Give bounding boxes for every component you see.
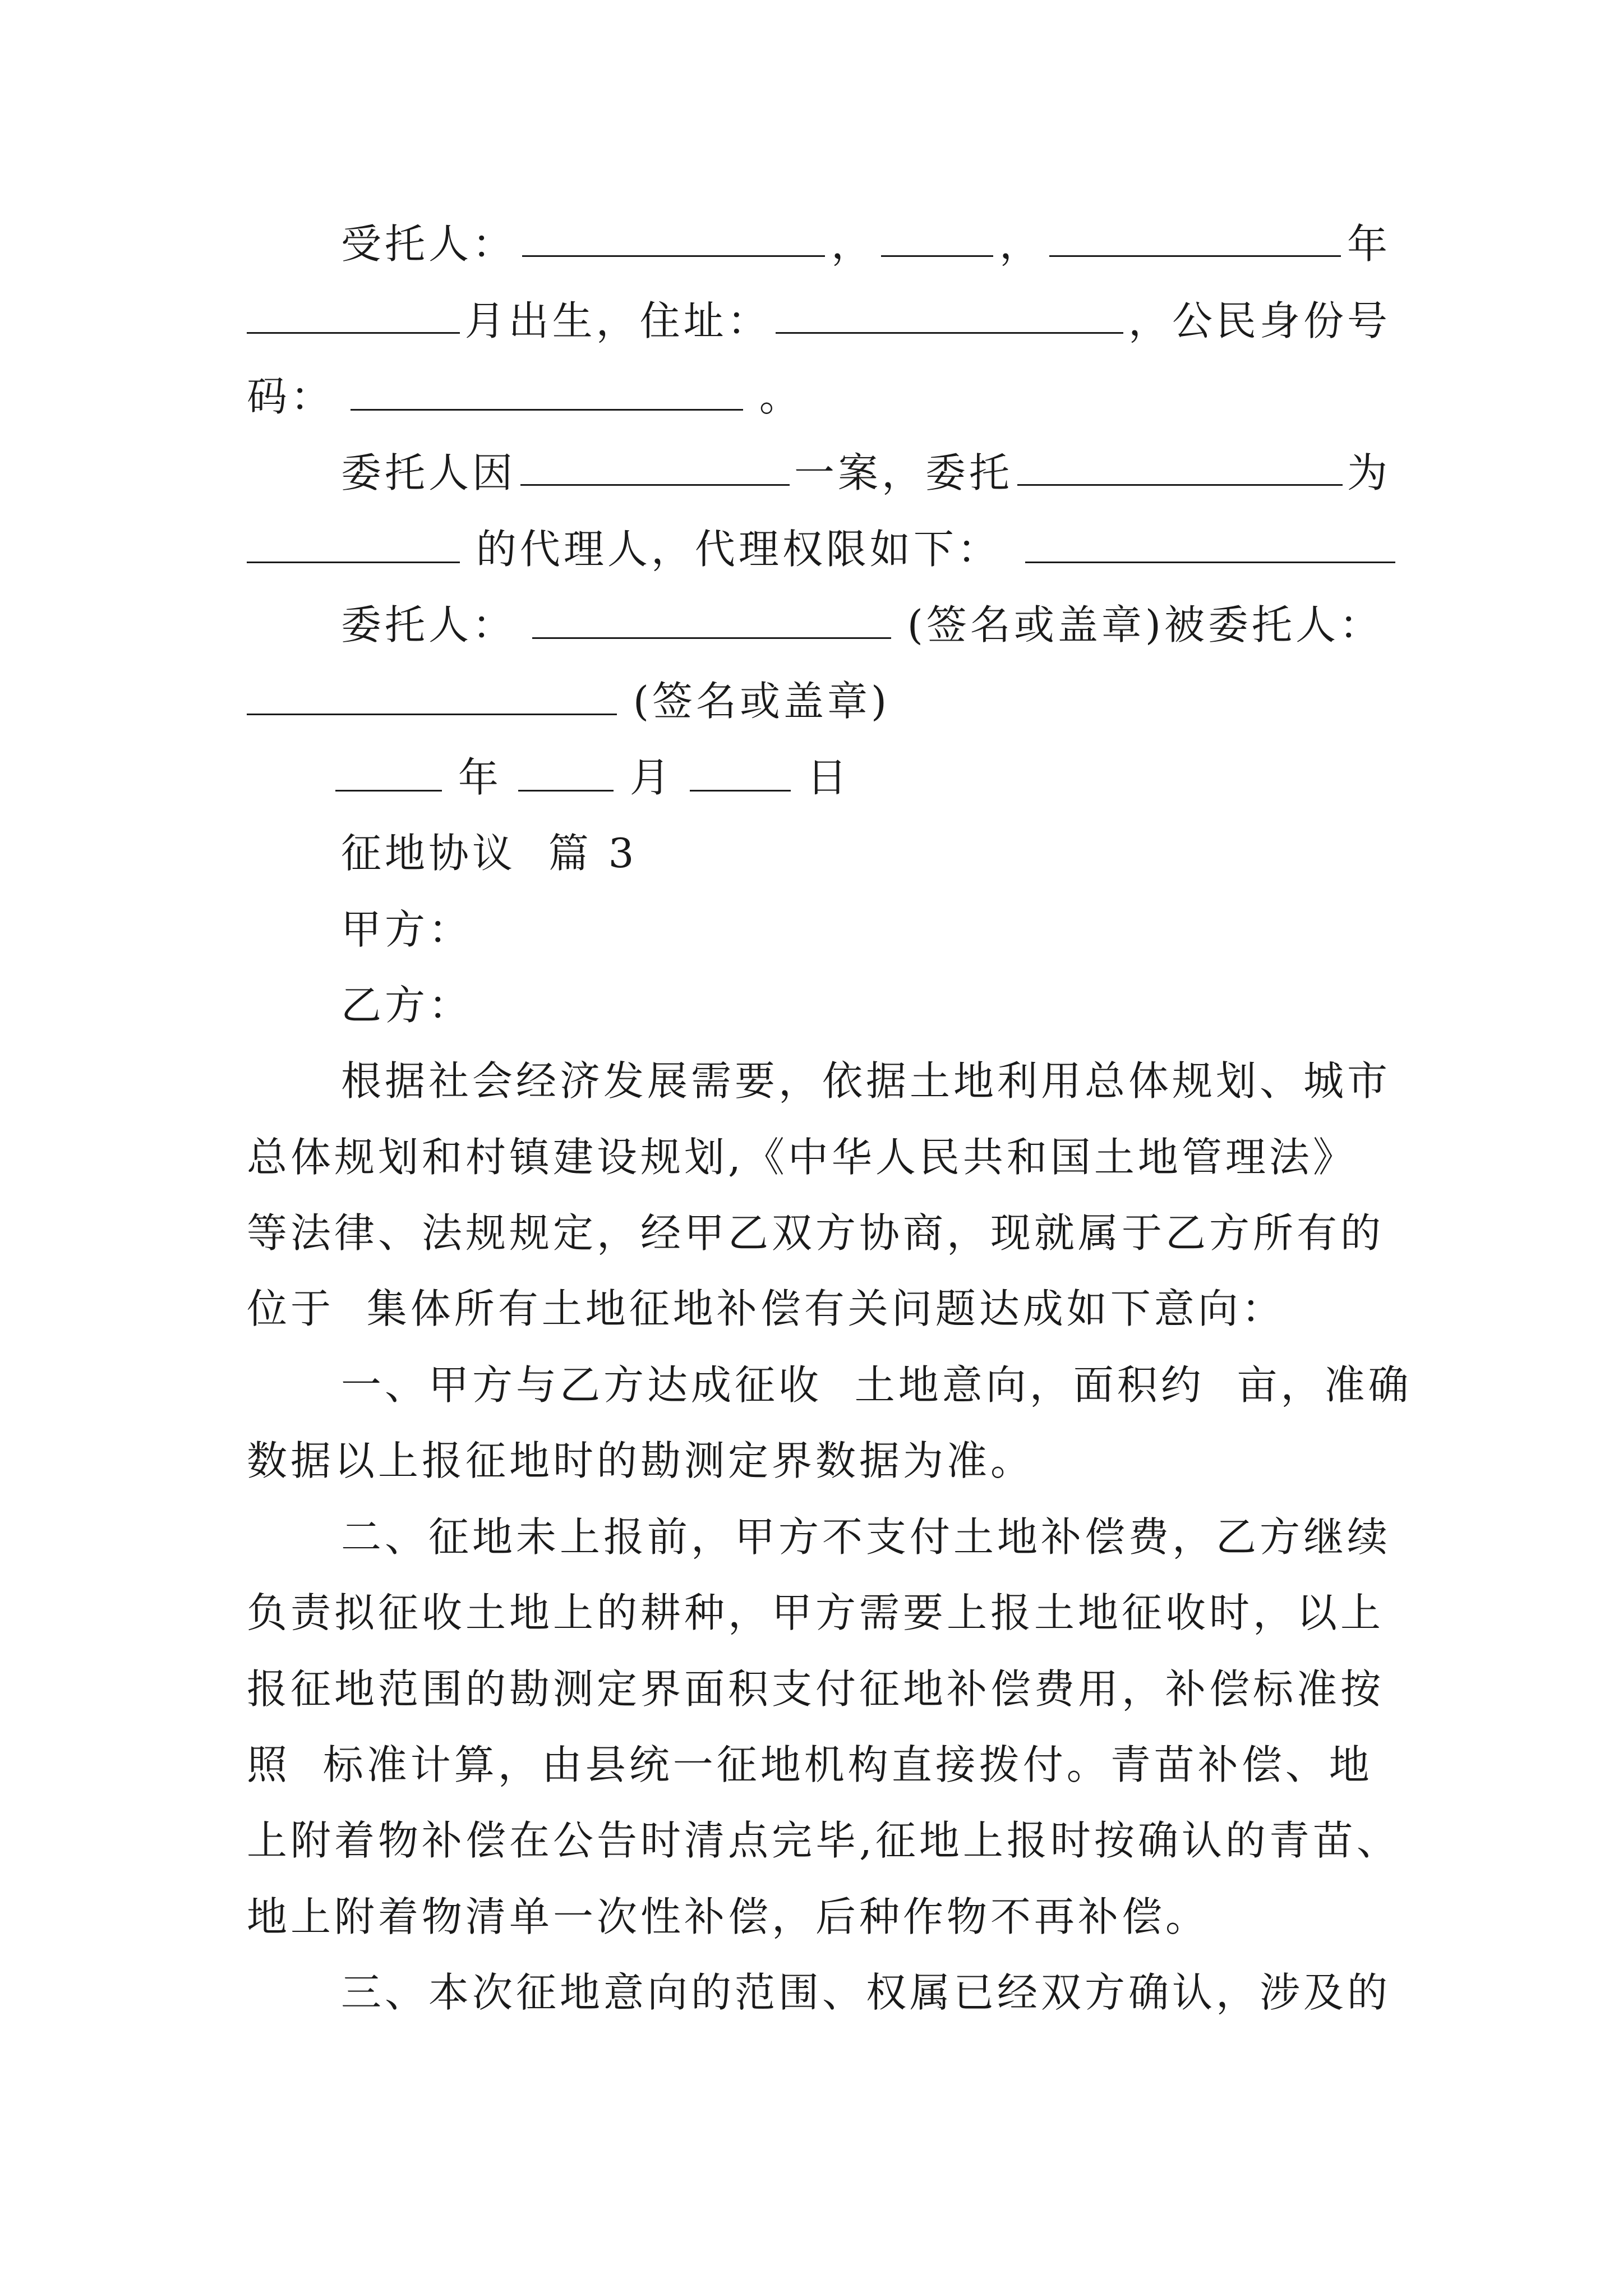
trustee-label: 受托人： — [341, 220, 517, 268]
year-char: 年 — [1347, 220, 1391, 268]
birth-year-blank — [1049, 216, 1341, 257]
day-blank — [690, 751, 791, 792]
date-day: 日 — [806, 754, 851, 801]
clause2-line: 负责拟征收土地上的耕种，甲方需要上报土地征收时，以上 — [247, 1589, 1385, 1636]
id-text: ，公民身份号 — [1128, 297, 1391, 344]
month-blank — [518, 751, 614, 792]
id-cont: 码： — [247, 373, 335, 420]
address-blank — [776, 293, 1123, 334]
as-text: 为 — [1347, 449, 1391, 496]
clause1-line: 数据以上报征地时的勘测定界数据为准。 — [247, 1437, 1035, 1484]
client-name-blank — [247, 522, 460, 563]
authority-blank — [1025, 522, 1395, 563]
client-label: 委托人： — [341, 601, 517, 648]
sign-text: (签名或盖章) — [633, 678, 891, 725]
date-month: 月 — [629, 754, 674, 801]
sign-trustee-text: (签名或盖章)被委托人： — [907, 601, 1383, 648]
agent-text: 的代理人，代理权限如下： — [476, 526, 1001, 573]
clause1-line: 一、甲方与乙方达成征收 土地意向，面积约 亩，准确 — [341, 1361, 1412, 1409]
clause2-line: 报征地范围的勘测定界面积支付征地补偿费用，补偿标准按 — [247, 1665, 1385, 1713]
intro-line: 根据社会经济发展需要，依据土地利用总体规划、城市 — [341, 1057, 1391, 1105]
intro-line: 位于 集体所有土地征地补偿有关问题达成如下意向： — [247, 1285, 1285, 1332]
client-cause-line — [247, 445, 1391, 501]
client-sign-line — [247, 597, 1391, 653]
comma: ， — [999, 220, 1043, 268]
id-number-blank — [351, 370, 743, 411]
born-text: 月出生，住址： — [464, 297, 771, 344]
trustee-line — [247, 216, 1391, 272]
birth-month-blank — [247, 293, 460, 334]
year-blank — [335, 751, 442, 792]
date-year: 年 — [458, 754, 502, 801]
clause2-line: 地上附着物清单一次性补偿，后种作物不再补偿。 — [247, 1893, 1210, 1940]
address-line — [247, 293, 1391, 349]
trustee-name-blank — [522, 216, 825, 257]
gender-blank — [881, 216, 993, 257]
clause2-line: 上附着物补偿在公告时清点完毕,征地上报时按确认的青苗、 — [247, 1817, 1400, 1864]
period: 。 — [759, 373, 803, 420]
intro-line: 总体规划和村镇建设规划,《中华人民共和国土地管理法》 — [247, 1134, 1357, 1181]
clause2-line: 二、征地未上报前，甲方不支付土地补偿费，乙方继续 — [341, 1513, 1391, 1561]
client-cause-text: 委托人因 — [341, 449, 517, 496]
agent-name-blank — [1017, 445, 1343, 486]
clause2-line: 照 标准计算，由县统一征地机构直接拨付。青苗补偿、地 — [247, 1741, 1373, 1788]
client-sign-blank — [532, 598, 891, 639]
intro-line: 等法律、法规规定，经甲乙双方协商，现就属于乙方所有的 — [247, 1209, 1385, 1257]
party-b: 乙方： — [341, 982, 473, 1029]
clause3-line: 三、本次征地意向的范围、权属已经双方确认，涉及的 — [341, 1969, 1391, 2016]
case-text: 一案，委托 — [794, 449, 1013, 496]
id-line — [247, 369, 1391, 425]
trustee-sign-line — [247, 673, 1391, 729]
trustee-sign-blank — [247, 674, 617, 715]
comma: ， — [831, 220, 875, 268]
case-blank — [520, 445, 790, 486]
date-line — [247, 749, 1391, 806]
agreement-title: 征地协议 篇 3 — [341, 830, 638, 877]
party-a: 甲方： — [341, 906, 473, 953]
agent-line — [247, 521, 1391, 577]
